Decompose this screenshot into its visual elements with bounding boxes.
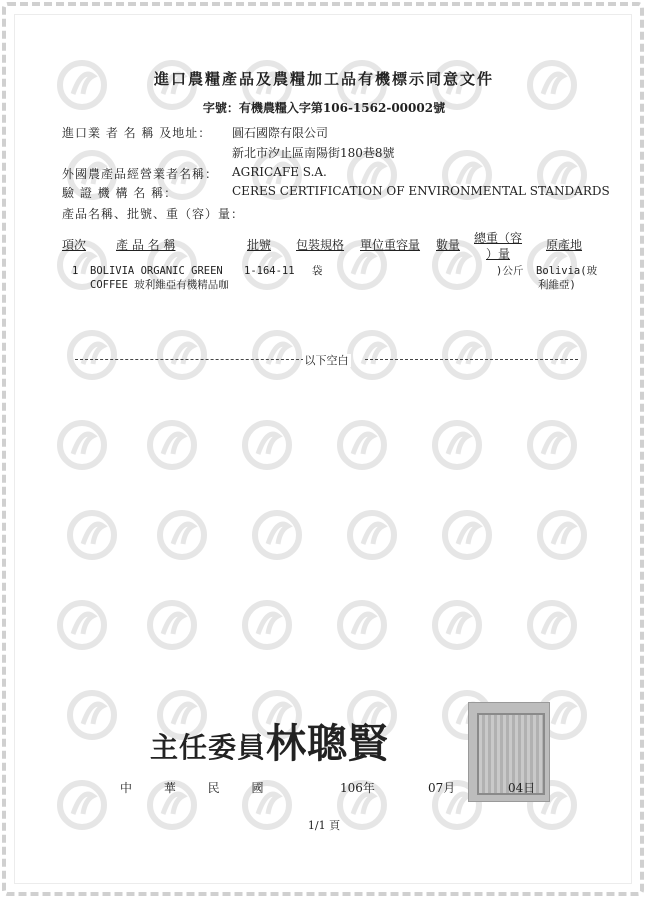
date-era: 中 華 民 國 (120, 781, 278, 795)
left-dashed-rule (75, 359, 309, 360)
row-packaging: 袋 (312, 265, 323, 277)
product-info-label: 產品名稱、批號、重（容）量： (62, 207, 245, 221)
circle-logo-watermark-icon (65, 688, 119, 742)
circle-logo-watermark-icon (55, 418, 109, 472)
document-title: 進口農糧產品及農糧加工品有機標示同意文件 (153, 70, 494, 88)
circle-logo-watermark-icon (430, 418, 484, 472)
circle-logo-watermark-icon (145, 418, 199, 472)
date-year: 106年 (340, 781, 375, 795)
circle-logo-watermark-icon (55, 598, 109, 652)
header-total-weight: 總重（容 (474, 231, 523, 245)
row-product-line2: COFFEE 玻利維亞有機精品咖 (90, 279, 229, 291)
header-batch: 批號 (247, 238, 272, 252)
circle-logo-watermark-icon (335, 418, 389, 472)
circle-logo-watermark-icon (440, 508, 494, 562)
header-total-weight-cont: ）量 (486, 247, 511, 261)
circle-logo-watermark-icon (65, 508, 119, 562)
header-packaging: 包裝規格 (296, 238, 345, 252)
foreign-operator-label: 外國農產品經營業者名稱： (62, 167, 219, 181)
header-item: 項次 (62, 238, 87, 252)
row-origin-line2: 利維亞) (538, 279, 576, 291)
circle-logo-watermark-icon (335, 598, 389, 652)
signature-name: 林聰賢 (266, 720, 390, 767)
circle-logo-watermark-icon (525, 418, 579, 472)
circle-logo-watermark-icon (250, 508, 304, 562)
row-batch: 1-164-11 (244, 265, 295, 277)
row-item: 1 (72, 265, 79, 277)
document-number: 字號：有機農糧入字第106-1562-00002號 (202, 101, 446, 115)
page-number: 1/1 頁 (307, 819, 341, 832)
header-quantity: 數量 (436, 238, 461, 252)
header-unit-weight: 單位重容量 (360, 238, 421, 252)
importer-address: 新北市汐止區南陽街180巷8號 (232, 146, 395, 160)
circle-logo-watermark-icon (240, 598, 294, 652)
signature-title: 主任委員 (150, 731, 267, 764)
blank-below-notice (75, 352, 578, 366)
circle-logo-watermark-icon (345, 508, 399, 562)
blank-below-text: 以下空白 (304, 354, 349, 367)
date-month: 07月 (428, 781, 456, 795)
importer-label: 進口業 者 名 稱 及地址： (62, 126, 212, 140)
header-origin: 原產地 (546, 238, 583, 252)
row-total-weight: )公斤 (496, 265, 524, 277)
foreign-operator-name: AGRICAFE S.A. (232, 165, 327, 179)
certifier-label: 驗 證 機 構 名 稱： (62, 186, 178, 200)
row-product-line1: BOLIVIA ORGANIC GREEN (90, 265, 223, 277)
right-dashed-rule (365, 359, 578, 360)
signature (150, 712, 389, 769)
importer-name: 圓石國際有限公司 (232, 126, 329, 140)
circle-logo-watermark-icon (430, 598, 484, 652)
circle-logo-watermark-icon (525, 598, 579, 652)
circle-logo-watermark-icon (535, 508, 589, 562)
row-origin-line1: Bolivia(玻 (536, 265, 598, 277)
date-day: 04日 (508, 781, 536, 795)
circle-logo-watermark-icon (155, 508, 209, 562)
circle-logo-watermark-icon (240, 418, 294, 472)
circle-logo-watermark-icon (145, 598, 199, 652)
header-product: 產 品 名 稱 (116, 238, 176, 252)
certifier-name: CERES CERTIFICATION OF ENVIRONMENTAL STANDARDS (232, 184, 610, 198)
